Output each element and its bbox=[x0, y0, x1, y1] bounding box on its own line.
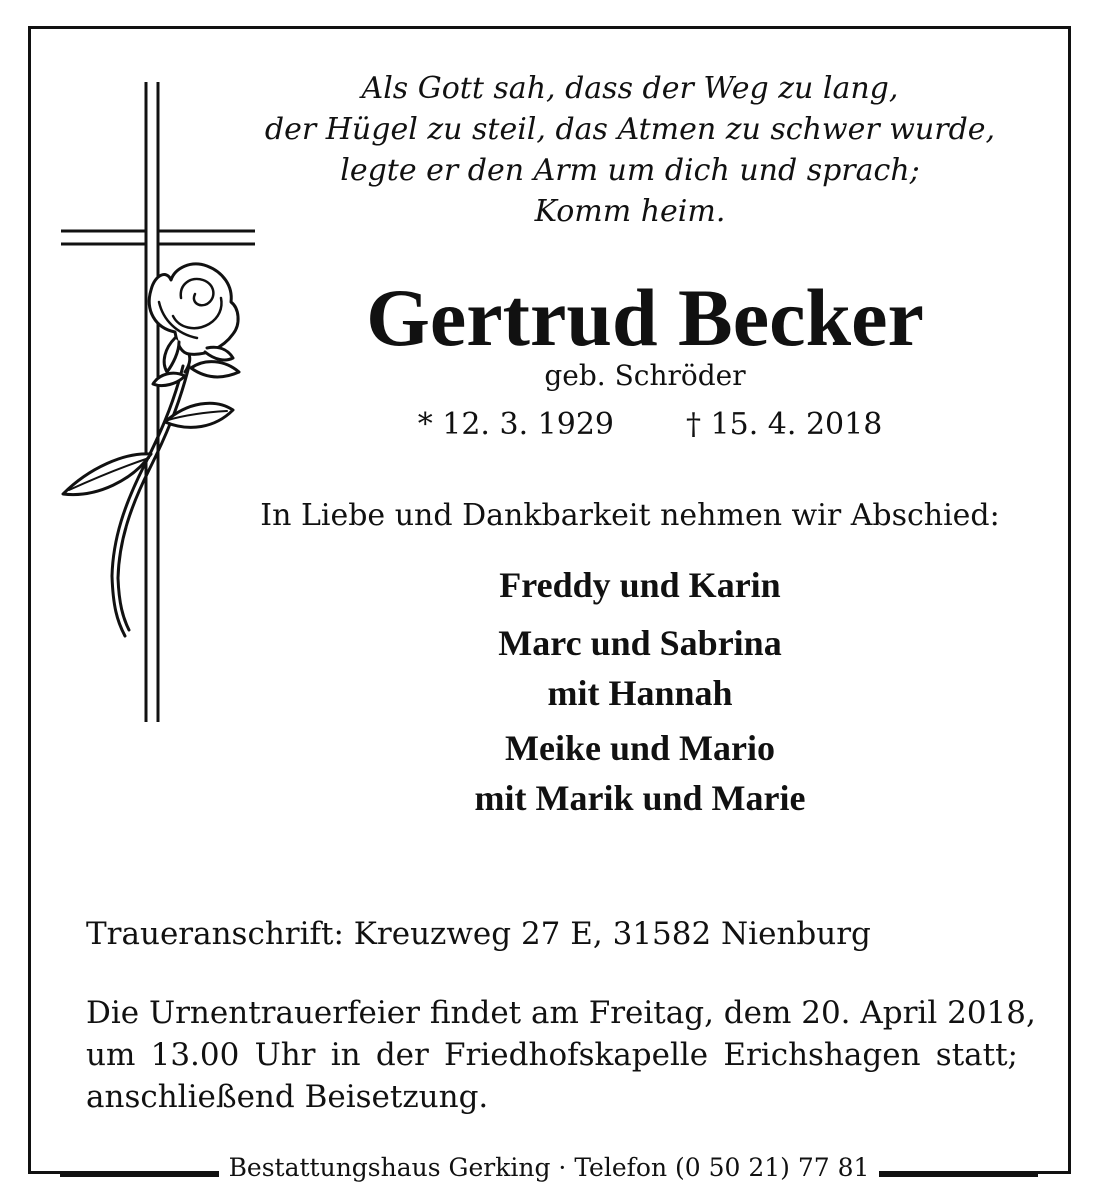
mourner-line: Freddy und Karin bbox=[499, 565, 781, 605]
ceremony-notice bbox=[86, 992, 1036, 1118]
mourning-address: Traueranschrift: Kreuzweg 27 E, 31582 Nienburg bbox=[86, 916, 871, 952]
life-dates bbox=[370, 405, 930, 445]
mourner-group bbox=[360, 618, 920, 718]
mourner-line: Meike und Mario bbox=[505, 728, 775, 768]
footer-rule-right bbox=[879, 1174, 1038, 1177]
mourner-group bbox=[360, 723, 920, 823]
mourner-line: mit Hannah bbox=[547, 673, 733, 713]
funeral-home-footer bbox=[60, 1150, 1038, 1186]
memorial-quote bbox=[225, 68, 1035, 232]
birth-date: * 12. 3. 1929 bbox=[417, 407, 614, 442]
ceremony-line: um 13.00 Uhr in der Friedhofskapelle Erichshagen statt; bbox=[86, 1037, 1018, 1073]
quote-line: legte er den Arm um dich und sprach; bbox=[340, 153, 920, 188]
funeral-home-contact: Bestattungshaus Gerking · Telefon (0 50 21) 77 81 bbox=[219, 1150, 880, 1186]
footer-rule-left bbox=[60, 1174, 219, 1177]
mourner-line: mit Marik und Marie bbox=[474, 778, 806, 818]
deceased-name: Gertrud Becker bbox=[366, 272, 924, 363]
quote-line: der Hügel zu steil, das Atmen zu schwer wurde, bbox=[264, 112, 996, 147]
maiden-name: geb. Schröder bbox=[544, 359, 746, 392]
ceremony-line: Die Urnentrauerfeier findet am Freitag, dem 20. April 2018, bbox=[86, 995, 1036, 1031]
quote-line: Komm heim. bbox=[534, 194, 726, 229]
ceremony-line: anschließend Beisetzung. bbox=[86, 1079, 489, 1115]
mourner-line: Marc und Sabrina bbox=[498, 623, 782, 663]
death-date: † 15. 4. 2018 bbox=[686, 407, 883, 442]
rose-icon bbox=[63, 264, 239, 636]
farewell-text: In Liebe und Dankbarkeit nehmen wir Abschied: bbox=[260, 498, 1000, 533]
quote-line: Als Gott sah, dass der Weg zu lang, bbox=[361, 71, 899, 106]
mourner-group bbox=[360, 560, 920, 610]
